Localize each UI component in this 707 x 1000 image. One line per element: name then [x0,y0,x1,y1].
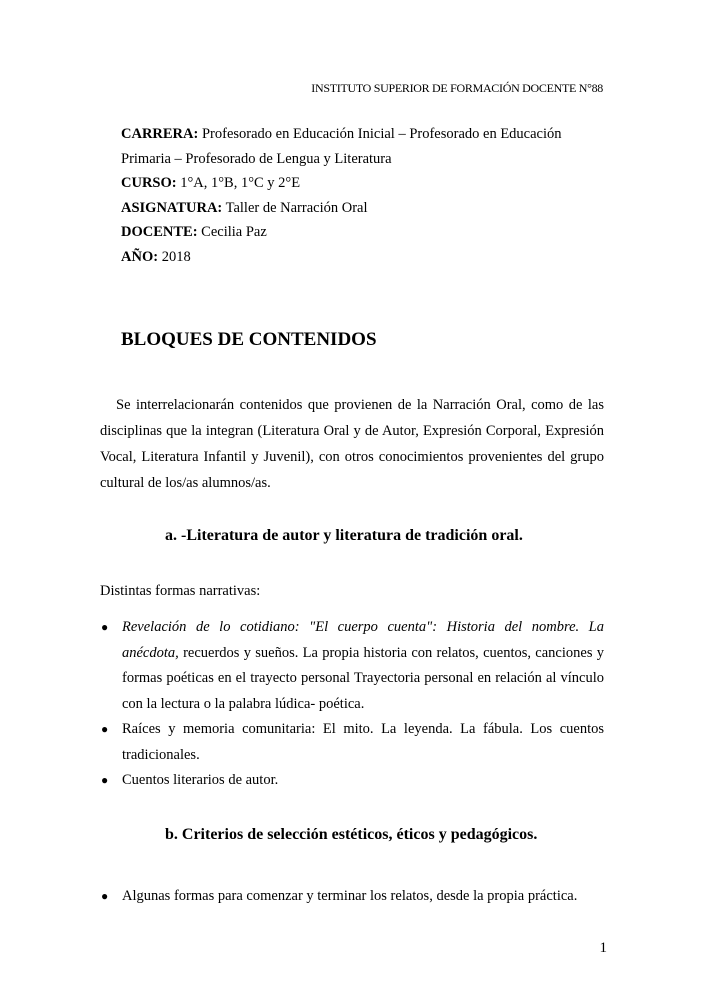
docente-line [121,220,611,245]
anio-value: 2018 [158,248,191,265]
asignatura-line [121,196,611,221]
section-title: BLOQUES DE CONTENIDOS [121,329,377,350]
docente-value: Cecilia Paz [197,224,267,240]
carrera-value: Profesorado en Educación Inicial – Profesorado en Educación Primaria – Profesorado de Lengua y Literatura [121,126,562,167]
list-item-text: Cuentos literarios de autor. [122,772,279,788]
list-item [100,768,604,794]
bullet-list-a [100,615,604,794]
bullet-icon: ● [101,620,109,634]
carrera-line [121,122,611,171]
list-item-text: recuerdos y sueños. La propia historia con relatos, cuentos, canciones y formas poéticas en el trayecto personal Trayectoria personal en relación al vínculo con la lectura o la palabra lúdica- poética. [122,644,604,712]
carrera-label: CARRERA: [121,126,199,142]
subsection-b-title: b. Criterios de selección estéticos, éticos y pedagógicos. [165,826,538,843]
anio-label: AÑO: [121,248,159,265]
anio-line [121,245,611,270]
intro-paragraph: Se interrelacionarán contenidos que provienen de la Narración Oral, como de las disciplinas que la integran (Literatura Oral y de Autor, Expresión Corporal, Expresión Vocal, Literatura Infantil y Juvenil), con otros conocimientos provenientes del grupo cultural de los/as alumnos/as. [100,397,604,491]
curso-line [121,171,611,196]
subsection-a-title: a. -Literatura de autor y literatura de tradición oral. [165,527,523,544]
course-info [121,122,611,269]
asignatura-label: ASIGNATURA: [121,199,223,216]
list-item-text: Raíces y memoria comunitaria: El mito. La leyenda. La fábula. Los cuentos tradicionales. [122,721,604,763]
docente-label: DOCENTE: [121,224,198,240]
institution-header: INSTITUTO SUPERIOR DE FORMACIÓN DOCENTE N°88 [311,81,603,95]
bullet-icon: ● [101,773,109,787]
list-item-italic: Revelación de lo cotidiano: "El cuerpo cuenta": Historia del nombre. La anécdota, [122,619,604,661]
bullet-icon: ● [101,889,109,903]
bullet-icon: ● [101,722,109,736]
list-item [100,615,604,717]
list-item-text: Algunas formas para comenzar y terminar los relatos, desde la propia práctica. [122,888,578,904]
page-number: 1 [599,940,607,956]
curso-value: 1°A, 1°B, 1°C y 2°E [176,175,301,191]
bullet-list-b [100,884,604,910]
asignatura-value: Taller de Narración Oral [222,199,368,216]
list-item [100,717,604,768]
curso-label: CURSO: [121,175,177,191]
lead-text: Distintas formas narrativas: [100,583,261,599]
list-item [100,884,604,910]
